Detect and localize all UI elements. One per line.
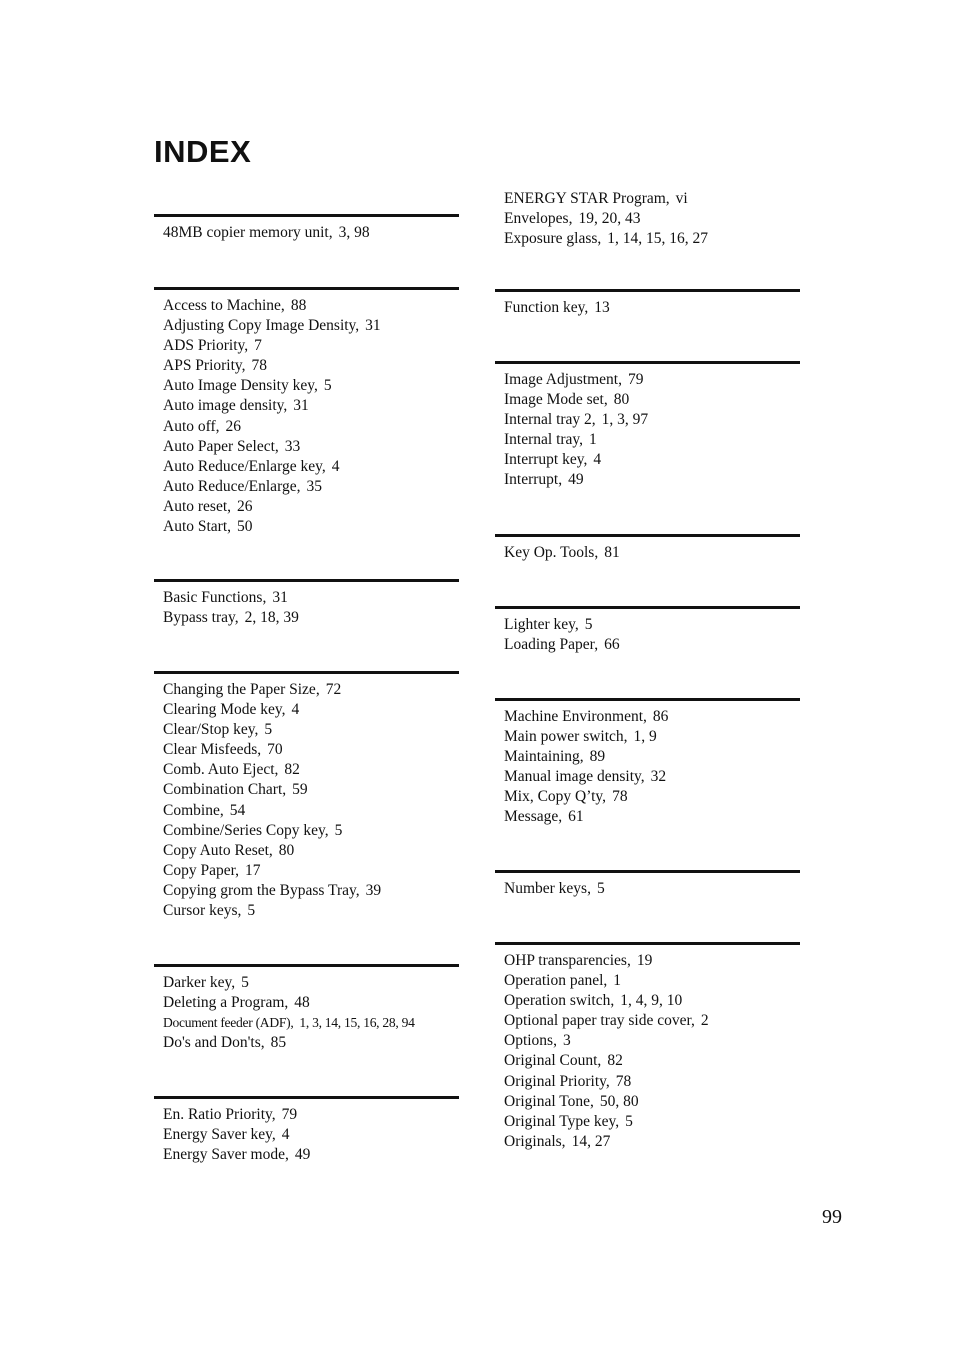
entry-term: Image Adjustment,	[504, 371, 622, 388]
index-entry	[504, 951, 800, 971]
entry-term: Changing the Paper Size,	[163, 681, 320, 698]
index-entry	[163, 881, 459, 901]
entry-list	[495, 701, 800, 828]
entry-term: Optional paper tray side cover,	[504, 1012, 695, 1030]
entry-term: Do's and Don'ts,	[163, 1034, 265, 1052]
index-entry	[163, 720, 459, 740]
index-entry	[504, 707, 800, 727]
entry-term: Operation switch,	[504, 992, 615, 1010]
index-entry	[163, 396, 459, 416]
index-section-a	[154, 287, 459, 537]
index-entry	[504, 767, 800, 787]
entry-pages: 70	[267, 741, 283, 759]
index-entry	[163, 588, 459, 608]
index-entry	[504, 430, 800, 450]
index-entry	[163, 801, 459, 821]
entry-term: Lighter key,	[504, 616, 579, 633]
entry-list	[154, 1099, 459, 1165]
entry-term: Auto reset,	[163, 497, 232, 515]
entry-term: Original Count,	[504, 1052, 602, 1070]
index-entry	[504, 1031, 800, 1051]
entry-term: Machine Environment,	[504, 708, 647, 725]
index-entry	[163, 700, 459, 720]
entry-pages: 89	[589, 748, 606, 766]
entry-term: Clear Misfeeds,	[163, 741, 262, 759]
entry-term: Mix, Copy Q’ty,	[504, 788, 607, 806]
entry-pages: 85	[270, 1034, 287, 1052]
entry-pages: vi	[675, 190, 688, 207]
entry-term: Function key,	[504, 299, 589, 316]
entry-term: Comb. Auto Eject,	[163, 761, 279, 779]
entry-pages: 5	[241, 974, 249, 991]
entry-term: Exposure glass,	[504, 230, 602, 248]
entry-list	[495, 873, 800, 899]
entry-term: Energy Saver mode,	[163, 1146, 289, 1164]
entry-pages: 2, 18, 39	[244, 609, 299, 627]
index-entry	[163, 973, 459, 993]
entry-pages: 31	[272, 589, 288, 606]
index-entry	[163, 356, 459, 376]
index-entry	[163, 821, 459, 841]
index-entry	[163, 296, 459, 316]
index-entry	[163, 437, 459, 457]
entry-pages: 48	[294, 994, 310, 1012]
index-entry	[504, 1132, 800, 1152]
entry-pages: 32	[650, 768, 667, 786]
entry-pages: 7	[254, 337, 262, 355]
index-entry	[504, 635, 800, 655]
entry-pages: 31	[365, 317, 381, 335]
index-entry	[504, 971, 800, 991]
entry-pages: 14, 27	[571, 1132, 611, 1150]
entry-pages: 26	[237, 497, 253, 515]
entry-term: Darker key,	[163, 974, 236, 991]
entry-pages: 1	[589, 431, 597, 449]
entry-pages: 49	[294, 1146, 311, 1164]
entry-term: Auto Reduce/Enlarge key,	[163, 457, 326, 475]
entry-pages: 17	[245, 861, 261, 879]
index-entry	[163, 1125, 459, 1145]
index-entry	[504, 410, 800, 430]
index-entry	[163, 477, 459, 497]
entry-pages: 1, 3, 97	[601, 411, 649, 429]
index-entry	[163, 780, 459, 800]
entry-term: Operation panel,	[504, 972, 608, 990]
index-entry	[163, 336, 459, 356]
index-entry	[504, 1072, 800, 1092]
entry-term: Message,	[504, 808, 563, 826]
index-entry	[163, 993, 459, 1013]
index-section-e	[154, 1096, 459, 1165]
entry-pages: 59	[292, 781, 308, 799]
entry-term: Bypass tray,	[163, 609, 239, 627]
entry-pages: 82	[607, 1052, 623, 1070]
entry-pages: 5	[625, 1112, 633, 1130]
entry-pages: 19	[636, 952, 653, 969]
entry-pages: 31	[293, 397, 309, 415]
entry-term: En. Ratio Priority,	[163, 1106, 276, 1123]
entry-term: Envelopes,	[504, 210, 573, 228]
index-entry	[163, 841, 459, 861]
entry-term: OHP transparencies,	[504, 952, 631, 969]
entry-term: Auto Image Density key,	[163, 377, 318, 395]
entry-list	[495, 364, 800, 491]
index-section-b	[154, 579, 459, 628]
entry-pages: 26	[225, 417, 242, 435]
index-entry	[504, 229, 800, 249]
entry-list	[154, 967, 459, 1053]
entry-pages: 35	[306, 477, 322, 495]
entry-term: Original Type key,	[504, 1112, 620, 1130]
index-entry	[504, 470, 800, 490]
index-entry	[163, 1145, 459, 1165]
entry-term: Originals,	[504, 1132, 566, 1150]
index-entry	[504, 1092, 800, 1112]
entry-term: Main power switch,	[504, 728, 628, 746]
index-section-n	[495, 870, 800, 899]
entry-pages: 5	[584, 616, 593, 633]
index-section-m	[495, 698, 800, 828]
entry-pages: 1, 14, 15, 16, 27	[607, 230, 709, 248]
entry-term: Access to Machine,	[163, 297, 285, 314]
entry-pages: 81	[604, 544, 620, 561]
entry-pages: 54	[229, 801, 246, 819]
entry-term: Deleting a Program,	[163, 994, 289, 1012]
index-section-numeric	[154, 214, 459, 243]
index-entry	[504, 991, 800, 1011]
index-entry	[504, 727, 800, 747]
index-section-k	[495, 534, 800, 563]
entry-pages: 82	[284, 761, 300, 779]
entry-pages: 88	[290, 297, 307, 314]
entry-term: Maintaining,	[504, 748, 584, 766]
entry-term: Interrupt key,	[504, 451, 588, 469]
entry-term: Basic Functions,	[163, 589, 267, 606]
entry-list	[154, 290, 459, 537]
entry-list	[495, 945, 800, 1152]
entry-pages: 5	[334, 821, 343, 839]
index-entry	[504, 390, 800, 410]
entry-pages: 5	[247, 902, 256, 920]
entry-pages: 79	[627, 371, 644, 388]
entry-pages: 1, 4, 9, 10	[620, 992, 683, 1010]
index-entry	[504, 543, 800, 563]
entry-list	[154, 217, 459, 243]
index-section-l	[495, 606, 800, 655]
entry-term: Copying grom the Bypass Tray,	[163, 881, 360, 899]
entry-list	[495, 189, 800, 249]
index-entry	[163, 223, 459, 243]
entry-pages: 4	[593, 451, 602, 469]
entry-term: 48MB copier memory unit,	[163, 224, 333, 241]
entry-pages: 1, 9	[633, 728, 657, 746]
entry-term: Auto Start,	[163, 518, 232, 536]
index-entry	[163, 901, 459, 921]
index-entry	[163, 760, 459, 780]
entry-term: Loading Paper,	[504, 636, 599, 654]
entry-term: Image Mode set,	[504, 391, 608, 409]
entry-term: Energy Saver key,	[163, 1126, 276, 1144]
entry-list	[495, 537, 800, 563]
entry-pages: 4	[281, 1126, 290, 1144]
index-entry	[504, 1011, 800, 1031]
entry-term: Manual image density,	[504, 768, 645, 786]
index-entry	[163, 457, 459, 477]
entry-term: Number keys,	[504, 880, 591, 897]
index-entry	[163, 608, 459, 628]
entry-term: Cursor keys,	[163, 902, 242, 920]
entry-pages: 86	[652, 708, 669, 725]
entry-pages: 80	[613, 391, 630, 409]
page-title: INDEX	[154, 134, 252, 169]
entry-list	[495, 292, 800, 318]
index-entry	[504, 1051, 800, 1071]
entry-pages: 49	[568, 471, 584, 489]
entry-pages: 79	[281, 1106, 298, 1123]
entry-term: Auto Paper Select,	[163, 437, 279, 455]
entry-pages: 5	[596, 880, 605, 897]
index-entry	[163, 740, 459, 760]
index-entry	[163, 497, 459, 517]
entry-pages: 39	[365, 881, 382, 899]
entry-term: Key Op. Tools,	[504, 544, 599, 561]
entry-term: Clearing Mode key,	[163, 701, 286, 719]
entry-pages: 66	[604, 636, 620, 654]
entry-term: Auto off,	[163, 417, 220, 435]
entry-pages: 4	[331, 457, 340, 475]
entry-term: Original Priority,	[504, 1072, 610, 1090]
entry-term: Internal tray 2,	[504, 411, 596, 429]
page-number: 99	[822, 1206, 842, 1228]
entry-list	[495, 609, 800, 655]
index-entry	[504, 209, 800, 229]
entry-term: ADS Priority,	[163, 337, 249, 355]
index-entry	[504, 879, 800, 899]
entry-pages: 4	[291, 701, 300, 719]
entry-pages: 78	[251, 357, 268, 375]
entry-pages: 61	[568, 808, 584, 826]
entry-term: Interrupt,	[504, 471, 563, 489]
index-entry	[163, 1105, 459, 1125]
entry-term: Copy Auto Reset,	[163, 841, 273, 859]
entry-term: Document feeder (ADF),	[163, 1015, 294, 1031]
entry-pages: 78	[612, 788, 628, 806]
index-entry	[504, 1112, 800, 1132]
entry-pages: 5	[323, 377, 332, 395]
index-entry	[163, 517, 459, 537]
index-entry	[504, 189, 800, 209]
entry-pages: 50, 80	[599, 1092, 639, 1110]
entry-pages: 19, 20, 43	[578, 210, 641, 228]
index-entry	[163, 1033, 459, 1053]
entry-term: APS Priority,	[163, 357, 246, 375]
entry-term: Internal tray,	[504, 431, 584, 449]
entry-term: Combine/Series Copy key,	[163, 821, 329, 839]
entry-term: Auto Reduce/Enlarge,	[163, 477, 301, 495]
entry-term: ENERGY STAR Program,	[504, 190, 670, 207]
entry-pages: 33	[284, 437, 301, 455]
entry-term: Combine,	[163, 801, 224, 819]
index-entry	[504, 807, 800, 827]
index-entry	[504, 370, 800, 390]
entry-term: Auto image density,	[163, 397, 288, 415]
index-section-i	[495, 361, 800, 491]
index-section-o	[495, 942, 800, 1152]
index-entry	[504, 298, 800, 318]
index-entry	[163, 316, 459, 336]
index-entry	[504, 747, 800, 767]
index-section-c	[154, 671, 459, 921]
entry-pages: 72	[325, 681, 342, 698]
index-section-d	[154, 964, 459, 1053]
entry-pages: 3	[562, 1032, 571, 1050]
index-section-e-continued	[495, 189, 800, 249]
index-entry	[163, 417, 459, 437]
entry-pages: 1, 3, 14, 15, 16, 28, 94	[299, 1015, 415, 1031]
index-entry	[504, 787, 800, 807]
index-entry	[504, 450, 800, 470]
entry-term: Clear/Stop key,	[163, 721, 259, 739]
entry-pages: 3, 98	[338, 224, 370, 241]
index-entry	[163, 1013, 459, 1033]
entry-pages: 80	[278, 841, 295, 859]
entry-term: Original Tone,	[504, 1092, 594, 1110]
index-entry	[163, 861, 459, 881]
index-entry	[504, 615, 800, 635]
entry-pages: 78	[615, 1072, 632, 1090]
entry-list	[154, 674, 459, 921]
entry-pages: 13	[594, 299, 610, 316]
entry-term: Copy Paper,	[163, 861, 240, 879]
entry-pages: 50	[237, 518, 253, 536]
entry-term: Options,	[504, 1032, 557, 1050]
entry-pages: 5	[264, 721, 273, 739]
index-entry	[163, 376, 459, 396]
entry-pages: 1	[613, 972, 622, 990]
entry-list	[154, 582, 459, 628]
entry-pages: 2	[700, 1012, 709, 1030]
index-section-f	[495, 289, 800, 318]
entry-term: Adjusting Copy Image Density,	[163, 317, 360, 335]
index-entry	[163, 680, 459, 700]
entry-term: Combination Chart,	[163, 781, 287, 799]
